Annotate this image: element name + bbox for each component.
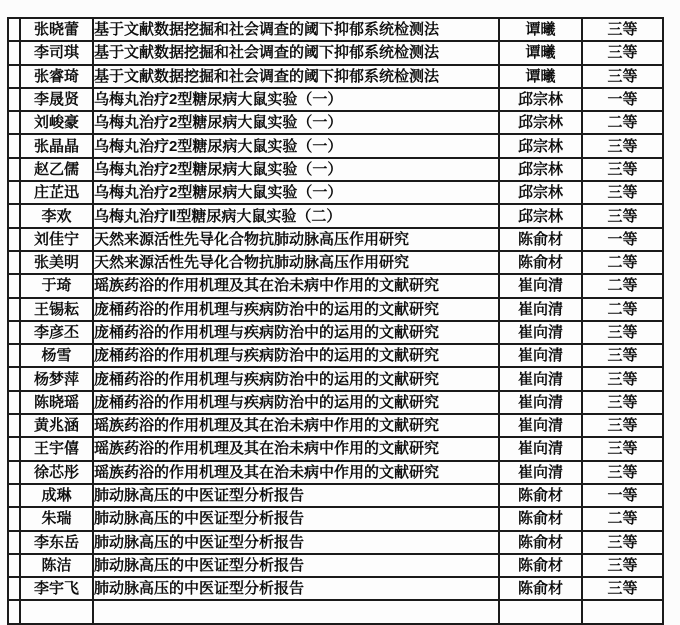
- cell-award-grade: 三等: [582, 344, 663, 367]
- cell-advisor-name: 陈俞材: [499, 251, 582, 274]
- cell-index-sliver: [8, 554, 20, 577]
- cell-award-grade: 三等: [582, 391, 663, 414]
- cell-student-name: 陈晓瑶: [20, 391, 93, 414]
- cell-student-name: 陈洁: [20, 554, 93, 577]
- cell-project-title: 肺动脉高压的中医证型分析报告: [93, 484, 499, 507]
- cell-award-grade: 三等: [582, 41, 663, 64]
- cell-project-title: 基于文献数据挖掘和社会调查的阈下抑郁系统检测法: [93, 41, 499, 64]
- cell-advisor-name: 崔向清: [499, 437, 582, 460]
- cell-project-title: 基于文献数据挖掘和社会调查的阈下抑郁系统检测法: [93, 18, 499, 41]
- cell-advisor-name: 崔向清: [499, 414, 582, 437]
- cell-project-title: [93, 600, 499, 623]
- cell-project-title: 基于文献数据挖掘和社会调查的阈下抑郁系统检测法: [93, 65, 499, 88]
- cell-index-sliver: [8, 41, 20, 64]
- cell-index-sliver: [8, 600, 20, 623]
- cell-project-title: 肺动脉高压的中医证型分析报告: [93, 531, 499, 554]
- table-row: [8, 111, 663, 134]
- table-row: [8, 274, 663, 297]
- cell-index-sliver: [8, 461, 20, 484]
- cell-advisor-name: 崔向清: [499, 461, 582, 484]
- cell-advisor-name: 谭曦: [499, 18, 582, 41]
- cell-project-title: 乌梅丸治疗2型糖尿病大鼠实验（一）: [93, 134, 499, 157]
- cell-student-name: 李宇飞: [20, 577, 93, 600]
- cell-index-sliver: [8, 321, 20, 344]
- table-row: [8, 204, 663, 227]
- cell-student-name: 杨梦萍: [20, 367, 93, 390]
- cell-index-sliver: [8, 391, 20, 414]
- cell-index-sliver: [8, 414, 20, 437]
- cell-advisor-name: 陈俞材: [499, 554, 582, 577]
- cell-project-title: 庞桶药浴的作用机理与疾病防治中的运用的文献研究: [93, 367, 499, 390]
- cell-project-title: 庞桶药浴的作用机理与疾病防治中的运用的文献研究: [93, 321, 499, 344]
- cell-index-sliver: [8, 344, 20, 367]
- cell-index-sliver: [8, 204, 20, 227]
- cell-student-name: 王锡耘: [20, 298, 93, 321]
- award-table: [7, 17, 664, 625]
- cell-award-grade: 二等: [582, 111, 663, 134]
- cell-project-title: 乌梅丸治疗Ⅱ型糖尿病大鼠实验（二）: [93, 204, 499, 227]
- cell-award-grade: 三等: [582, 158, 663, 181]
- cell-advisor-name: [499, 600, 582, 623]
- cell-project-title: 乌梅丸治疗2型糖尿病大鼠实验（一）: [93, 111, 499, 134]
- cell-student-name: 刘峻豪: [20, 111, 93, 134]
- table-row: [8, 65, 663, 88]
- table-row: [8, 600, 663, 623]
- cell-index-sliver: [8, 181, 20, 204]
- cell-index-sliver: [8, 437, 20, 460]
- table-row: [8, 577, 663, 600]
- cell-advisor-name: 邱宗林: [499, 134, 582, 157]
- cell-advisor-name: 崔向清: [499, 321, 582, 344]
- cell-student-name: 徐芯彤: [20, 461, 93, 484]
- cell-award-grade: 一等: [582, 484, 663, 507]
- cell-project-title: 瑶族药浴的作用机理及其在治未病中作用的文献研究: [93, 461, 499, 484]
- table-row: [8, 367, 663, 390]
- cell-advisor-name: 邱宗林: [499, 111, 582, 134]
- table-row: [8, 18, 663, 41]
- cell-index-sliver: [8, 111, 20, 134]
- table-row: [8, 88, 663, 111]
- cell-award-grade: 三等: [582, 367, 663, 390]
- cell-student-name: 李晟贤: [20, 88, 93, 111]
- cell-award-grade: 三等: [582, 321, 663, 344]
- cell-project-title: 肺动脉高压的中医证型分析报告: [93, 554, 499, 577]
- cell-award-grade: 二等: [582, 507, 663, 530]
- cell-advisor-name: 崔向清: [499, 391, 582, 414]
- cell-index-sliver: [8, 158, 20, 181]
- cell-index-sliver: [8, 88, 20, 111]
- cell-student-name: 张睿琦: [20, 65, 93, 88]
- cell-award-grade: 三等: [582, 181, 663, 204]
- cell-project-title: 乌梅丸治疗2型糖尿病大鼠实验（一）: [93, 181, 499, 204]
- table-row: [8, 41, 663, 64]
- table-row: [8, 484, 663, 507]
- cell-advisor-name: 陈俞材: [499, 228, 582, 251]
- cell-project-title: 瑶族药浴的作用机理及其在治未病中作用的文献研究: [93, 414, 499, 437]
- cell-index-sliver: [8, 134, 20, 157]
- cell-student-name: 朱瑞: [20, 507, 93, 530]
- cell-advisor-name: 谭曦: [499, 41, 582, 64]
- cell-award-grade: [582, 600, 663, 623]
- cell-award-grade: 三等: [582, 437, 663, 460]
- cell-award-grade: 三等: [582, 65, 663, 88]
- cell-project-title: 瑶族药浴的作用机理及其在治未病中作用的文献研究: [93, 437, 499, 460]
- cell-index-sliver: [8, 274, 20, 297]
- table-row: [8, 298, 663, 321]
- table-row: [8, 181, 663, 204]
- table-row: [8, 461, 663, 484]
- cell-index-sliver: [8, 65, 20, 88]
- cell-student-name: 张晓蕾: [20, 18, 93, 41]
- cell-advisor-name: 陈俞材: [499, 577, 582, 600]
- cell-award-grade: 二等: [582, 298, 663, 321]
- cell-award-grade: 三等: [582, 134, 663, 157]
- cell-student-name: 赵乙儒: [20, 158, 93, 181]
- cell-award-grade: 二等: [582, 251, 663, 274]
- cell-advisor-name: 谭曦: [499, 65, 582, 88]
- cell-advisor-name: 崔向清: [499, 298, 582, 321]
- table-row: [8, 321, 663, 344]
- award-table-body: [8, 18, 663, 624]
- cell-advisor-name: 邱宗林: [499, 204, 582, 227]
- cell-student-name: 王宇僖: [20, 437, 93, 460]
- cell-index-sliver: [8, 298, 20, 321]
- cell-student-name: 李东岳: [20, 531, 93, 554]
- cell-project-title: 庞桶药浴的作用机理与疾病防治中的运用的文献研究: [93, 344, 499, 367]
- table-row: [8, 414, 663, 437]
- cell-award-grade: 三等: [582, 554, 663, 577]
- cell-index-sliver: [8, 228, 20, 251]
- cell-index-sliver: [8, 367, 20, 390]
- table-row: [8, 507, 663, 530]
- table-row: [8, 391, 663, 414]
- cell-award-grade: 一等: [582, 228, 663, 251]
- cell-student-name: 黄兆涵: [20, 414, 93, 437]
- cell-advisor-name: 邱宗林: [499, 158, 582, 181]
- cell-award-grade: 三等: [582, 18, 663, 41]
- table-row: [8, 251, 663, 274]
- table-row: [8, 554, 663, 577]
- cell-project-title: 乌梅丸治疗2型糖尿病大鼠实验（一）: [93, 158, 499, 181]
- cell-advisor-name: 陈俞材: [499, 507, 582, 530]
- table-row: [8, 344, 663, 367]
- cell-award-grade: 三等: [582, 461, 663, 484]
- cell-award-grade: 三等: [582, 531, 663, 554]
- cell-student-name: 刘佳宁: [20, 228, 93, 251]
- cell-advisor-name: 陈俞材: [499, 484, 582, 507]
- cell-advisor-name: 陈俞材: [499, 531, 582, 554]
- cell-project-title: 瑶族药浴的作用机理及其在治未病中作用的文献研究: [93, 274, 499, 297]
- cell-student-name: [20, 600, 93, 623]
- cell-award-grade: 三等: [582, 414, 663, 437]
- cell-project-title: 乌梅丸治疗2型糖尿病大鼠实验（一）: [93, 88, 499, 111]
- cell-project-title: 天然来源活性先导化合物抗肺动脉高压作用研究: [93, 228, 499, 251]
- cell-student-name: 庄芷迅: [20, 181, 93, 204]
- cell-project-title: 肺动脉高压的中医证型分析报告: [93, 577, 499, 600]
- table-row: [8, 531, 663, 554]
- cell-student-name: 李彦丕: [20, 321, 93, 344]
- table-row: [8, 437, 663, 460]
- cell-student-name: 张晶晶: [20, 134, 93, 157]
- cell-advisor-name: 邱宗林: [499, 181, 582, 204]
- cell-student-name: 于琦: [20, 274, 93, 297]
- cell-student-name: 李欢: [20, 204, 93, 227]
- cell-index-sliver: [8, 251, 20, 274]
- cell-award-grade: 二等: [582, 274, 663, 297]
- table-row: [8, 134, 663, 157]
- cell-award-grade: 三等: [582, 577, 663, 600]
- cell-index-sliver: [8, 484, 20, 507]
- cell-student-name: 成琳: [20, 484, 93, 507]
- cell-index-sliver: [8, 531, 20, 554]
- cell-project-title: 庞桶药浴的作用机理与疾病防治中的运用的文献研究: [93, 298, 499, 321]
- cell-index-sliver: [8, 577, 20, 600]
- cell-student-name: 杨雪: [20, 344, 93, 367]
- cell-advisor-name: 崔向清: [499, 344, 582, 367]
- cell-award-grade: 三等: [582, 204, 663, 227]
- cell-project-title: 肺动脉高压的中医证型分析报告: [93, 507, 499, 530]
- table-row: [8, 228, 663, 251]
- cell-award-grade: 一等: [582, 88, 663, 111]
- cell-student-name: 李司琪: [20, 41, 93, 64]
- cell-advisor-name: 邱宗林: [499, 88, 582, 111]
- cell-project-title: 天然来源活性先导化合物抗肺动脉高压作用研究: [93, 251, 499, 274]
- cell-advisor-name: 崔向清: [499, 274, 582, 297]
- table-row: [8, 158, 663, 181]
- cell-project-title: 庞桶药浴的作用机理与疾病防治中的运用的文献研究: [93, 391, 499, 414]
- cell-index-sliver: [8, 507, 20, 530]
- cell-index-sliver: [8, 18, 20, 41]
- cell-student-name: 张美明: [20, 251, 93, 274]
- cell-advisor-name: 崔向清: [499, 367, 582, 390]
